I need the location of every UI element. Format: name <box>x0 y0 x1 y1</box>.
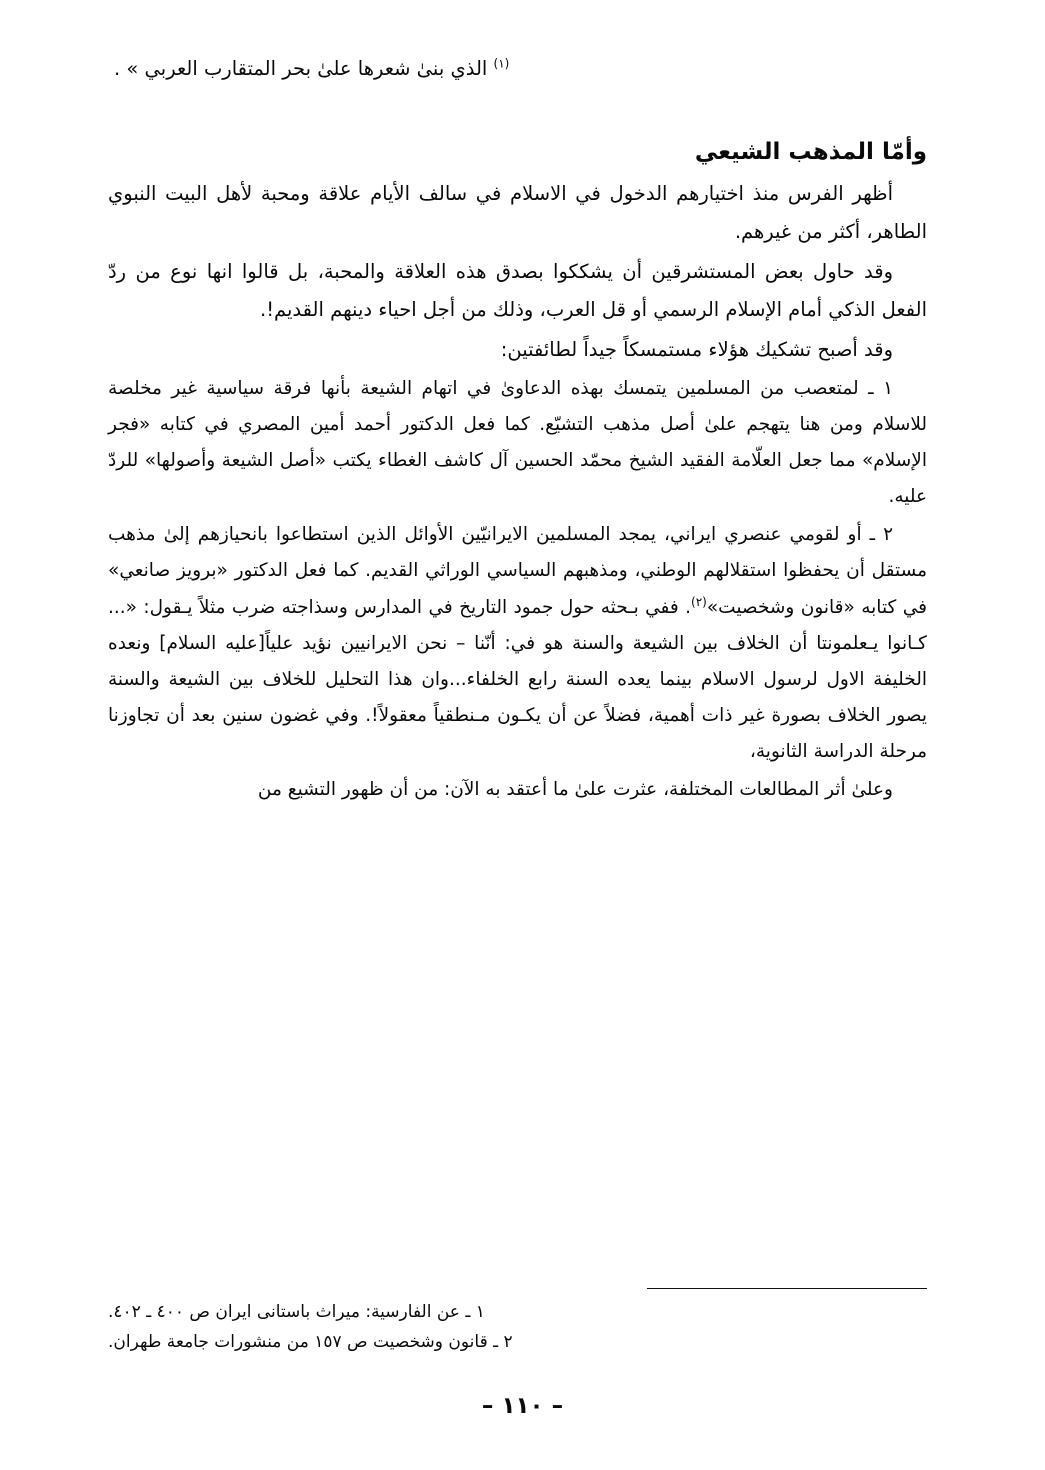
footnote-separator <box>647 1288 927 1289</box>
opening-line-text: الذي بنىٰ شعرها علىٰ بحر المتقارب العربي » <box>126 57 488 80</box>
paragraph-3: وقد أصبح تشكيك هؤلاء مستمسكاً جيداً لطائفتين: <box>500 338 893 362</box>
paragraph-4: ١ ـ لمتعصب من المسلمين يتمسك بهذه الدعاوىٰ في اتهام الشيعة بأنها فرقة سياسية غير مخلصة للاسلام ومن هنا يتهجم علىٰ أصل مذهب التشيّع. كما فعل الدكتور أحمد أمين المصري في كتابه «فجر الإسلام» مما جعل العلّامة الفقيد الشيخ محمّد الحسين آل كاشف الغطاء يكتب «أصل الشيعة وأصولها» للردّ عليه. <box>108 378 927 508</box>
paragraph-2: وقد حاول بعض المستشرقين أن يشككوا بصدق هذه العلاقة والمحبة، بل قالوا انها نوع من ردّ الفعل الذكي أمام الإسلام الرسمي أو قل العرب، وذلك من أجل احياء دينهم القديم!. <box>108 260 927 322</box>
paragraph-1: أظهر الفرس منذ اختيارهم الدخول في الاسلام في سالف الأيام علاقة ومحبة لأهل البيت النبوي الطاهر، أكثر من غيرهم. <box>108 182 927 244</box>
paragraph-5-after-marker: . ففي بـحثه حول جمود التاريخ في المدارس وسذاجته ضرب مثلاً يـقول: «... كـانوا يـعلمونتا أن الخلاف بين الشيعة والسنة هو في: أنّنا – نحن الايرانيين نؤيد علياً[عليه السلام] ونعده الخليفة الاول لرسول الاسلام بينما يعده السنة رابع الخلفاء...وان هذا التحليل للخلاف بين الشيعة والسنة يصور الخلاف بصورة غير ذات أهمية، فضلاً عن أن يكـون مـنطقياً معقولاً!. وفي غضون سنين بعد أن تجاوزنا مرحلة الدراسة الثانوية، <box>108 596 927 762</box>
footnote-marker-1: (١) <box>493 56 510 71</box>
footnotes-section <box>108 1298 927 1358</box>
paragraph-6: وعلىٰ أثر المطالعات المختلفة، عثرت علىٰ ما أعتقد به الآن: من أن ظهور التشيع من <box>257 778 893 800</box>
footnote-2: ٢ ـ قانون وشخصيت ص ١٥٧ من منشورات جامعة طهران. <box>108 1331 513 1352</box>
footnote-1: ١ ـ عن الفارسية: ميراث باستانى ايران ص ٤٠٠ ـ ٤٠٢. <box>108 1302 485 1322</box>
paragraph-5-before-marker: ٢ ـ أو لقومي عنصري ايراني، يمجد المسلمين الايرانيّين الأوائل الذين استطاعوا بانحيازهم إلىٰ مذهب مستقل أن يحفظوا استقلالهم الوطني، ومذهبهم السياسي الوراثي القديم. كما فعل الدكتور «برويز صانعي» في كتابه «قانون وشخصيت» <box>108 524 927 618</box>
footnote-marker-2: (٢) <box>691 594 707 609</box>
section-heading: وأمّا المذهب الشيعي <box>694 139 927 166</box>
opening-line <box>108 50 927 87</box>
page-content <box>108 50 927 810</box>
paragraph-5 <box>108 517 927 769</box>
opening-line-trailing: . <box>114 57 121 80</box>
page-number: – ١١٠ – <box>481 1393 564 1419</box>
